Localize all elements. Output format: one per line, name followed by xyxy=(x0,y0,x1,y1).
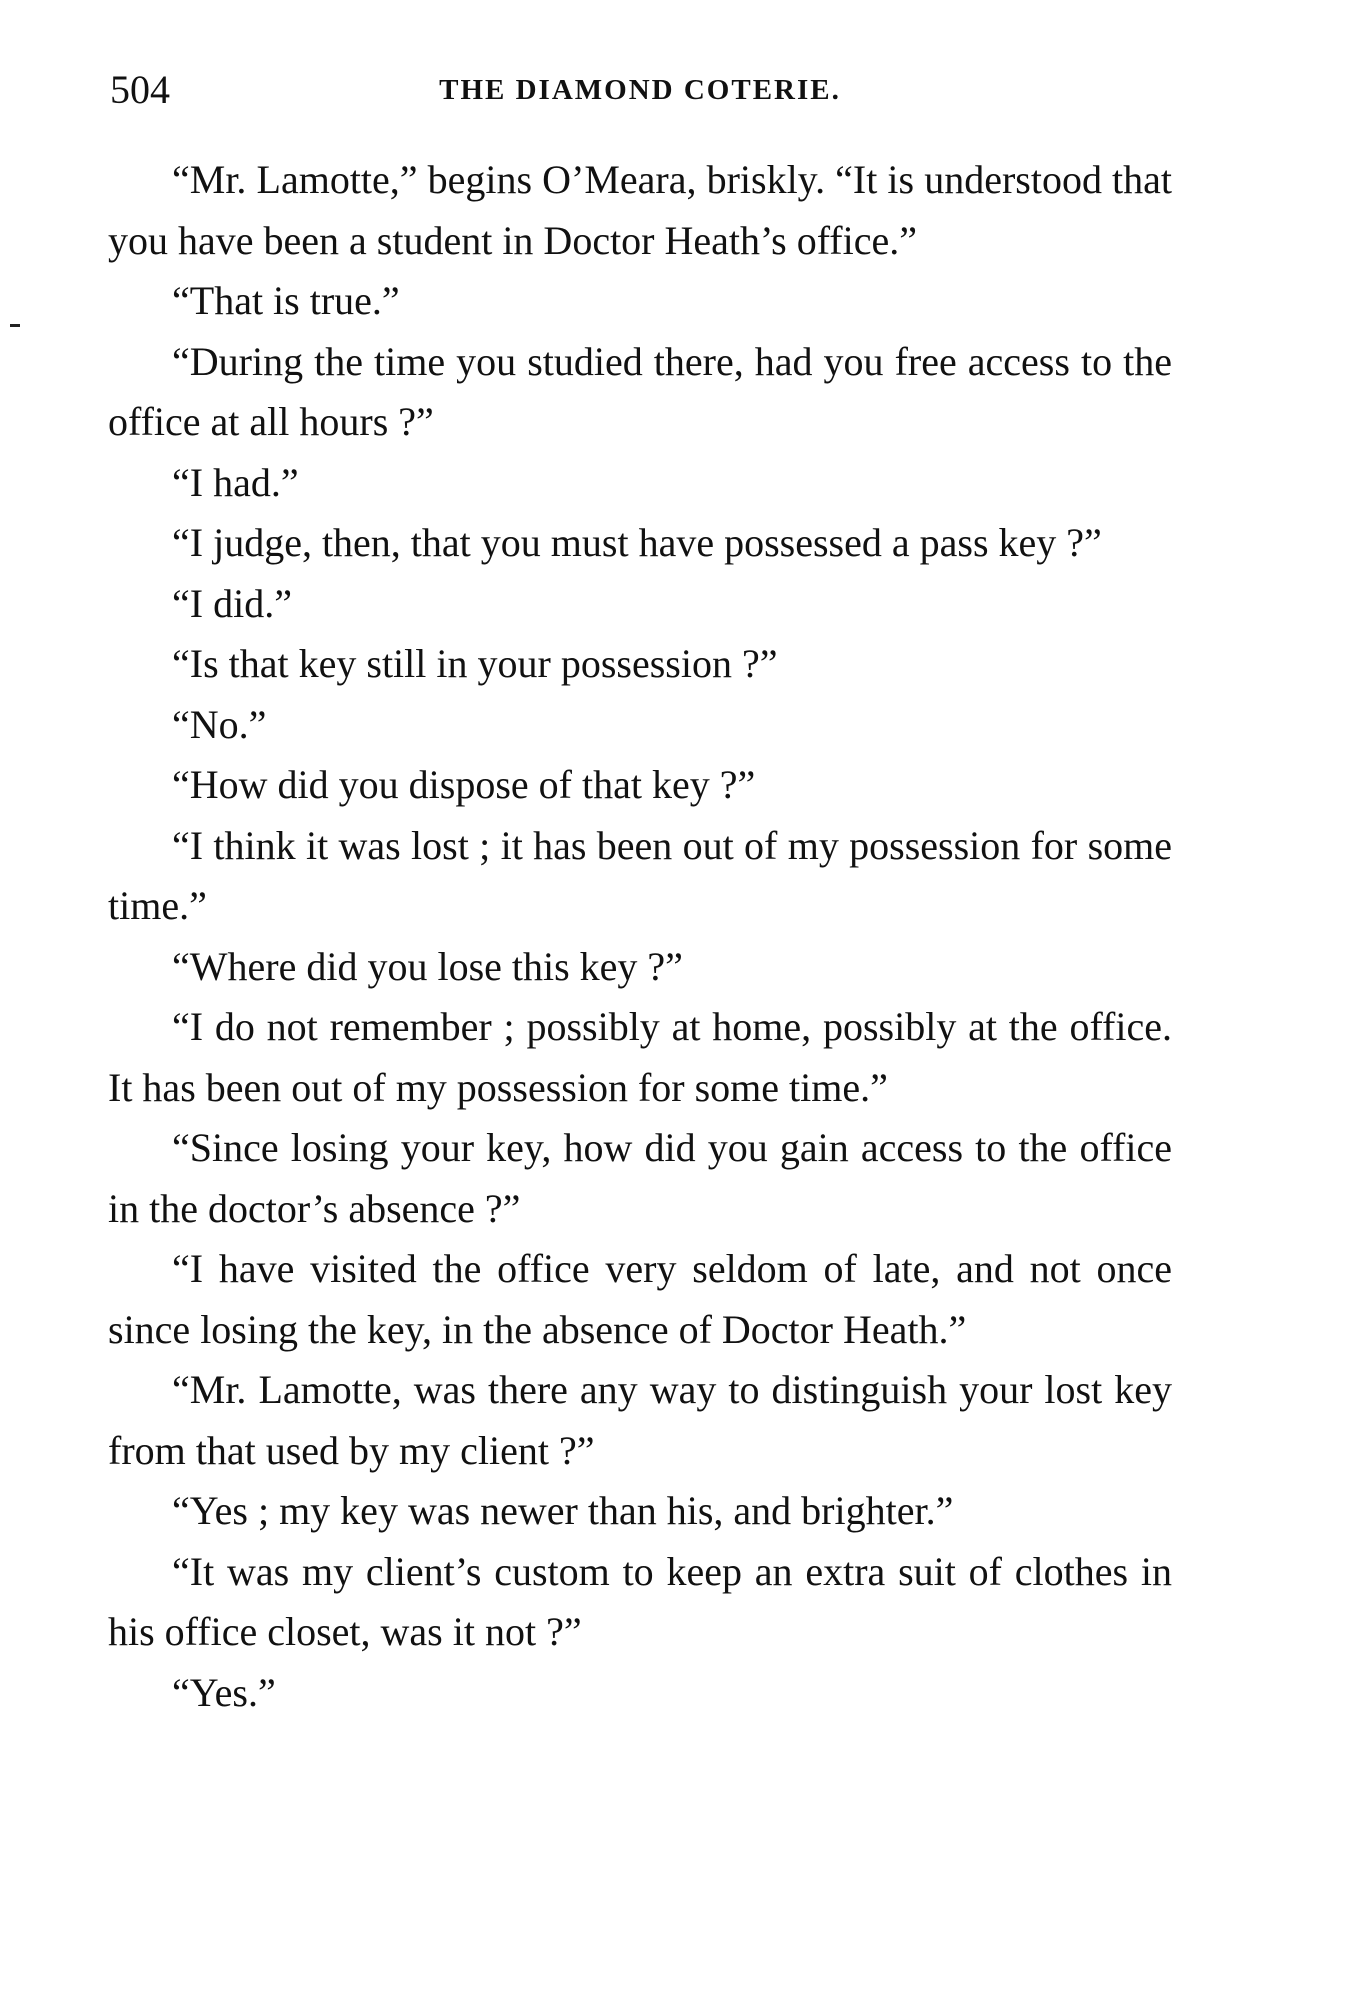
paragraph: “It was my client’s custom to keep an extra suit of clothes in his office closet, was it not ?” xyxy=(108,1548,1172,1654)
paragraph: “Mr. Lamotte,” begins O’Meara, briskly. “It is understood that you have been a student in Doctor Heath’s office.” xyxy=(108,157,1172,263)
running-title: THE DIAMOND COTERIE. xyxy=(439,74,841,106)
paragraph: “No.” xyxy=(172,701,267,747)
margin-mark xyxy=(10,324,20,327)
running-header xyxy=(110,62,1170,118)
paragraph: “Yes.” xyxy=(172,1669,276,1715)
paragraph: “Since losing your key, how did you gain access to the office in the doctor’s absence ?” xyxy=(108,1125,1172,1231)
paragraph: “I did.” xyxy=(172,580,292,626)
paragraph: “During the time you studied there, had you free access to the office at all hours ?” xyxy=(108,338,1172,444)
paragraph: “Is that key still in your possession ?” xyxy=(172,641,778,686)
paragraph: “I had.” xyxy=(172,459,299,505)
paragraph: “That is true.” xyxy=(172,278,400,323)
paragraph: “I judge, then, that you must have possessed a pass key ?” xyxy=(172,520,1102,565)
page-number: 504 xyxy=(110,67,170,112)
paragraph: “I do not remember ; possibly at home, possibly at the office. It has been out of my possession for some time.” xyxy=(108,1004,1172,1110)
paragraph: “Mr. Lamotte, was there any way to distinguish your lost key from that used by my client ?” xyxy=(108,1367,1172,1473)
paragraph: “I have visited the office very seldom of late, and not once since losing the key, in the absence of Doctor Heath.” xyxy=(108,1246,1172,1352)
paragraph: “Yes ; my key was newer than his, and brighter.” xyxy=(172,1488,954,1533)
body-text xyxy=(108,150,1172,1723)
paragraph: “How did you dispose of that key ?” xyxy=(172,762,756,807)
paragraph: “Where did you lose this key ?” xyxy=(172,943,683,989)
paragraph: “I think it was lost ; it has been out of my possession for some time.” xyxy=(108,822,1172,928)
